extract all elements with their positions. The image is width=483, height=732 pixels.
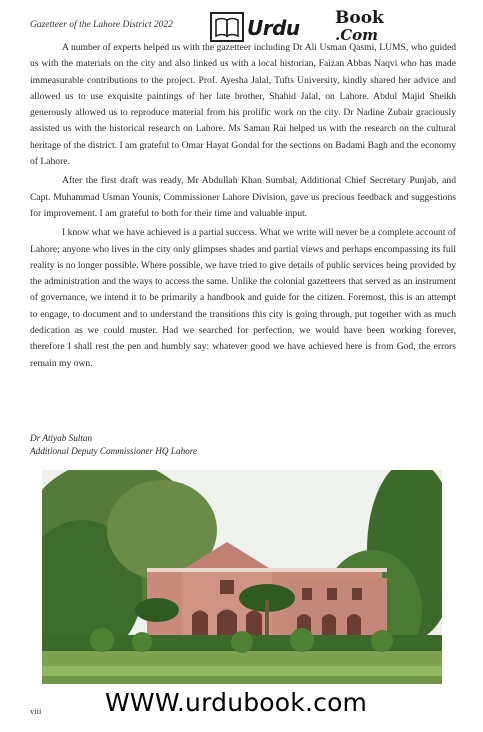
signature-block — [30, 432, 197, 458]
logo-text-urdu: Urdu — [247, 16, 300, 40]
logo-text-com: .Com — [335, 26, 379, 44]
page-number: viii — [30, 706, 42, 716]
running-header: Gazetteer of the Lahore District 2022 — [30, 20, 173, 30]
building-photo — [42, 470, 442, 684]
watermark-url[interactable]: WWW.urdubook.com — [105, 688, 368, 717]
body-text — [30, 40, 456, 375]
book-icon — [210, 12, 244, 42]
paragraph-first-draft: After the first draft was ready, Mr Abdullah Khan Sumbal, Additional Chief Secretary Punjab, and Capt. Muhammad Usman Younis, Commissioner Lahore Division, gave us precious feedback and suggestions for improvement. I am grateful to both for their time and valuable input. — [30, 175, 456, 219]
signature-name: Dr Atiyab Sultan — [30, 433, 93, 443]
paragraph-experts: A number of experts helped us with the gazetteer including Dr Ali Usman Qasmi, LUMS, who guided us with the materials on the city and also linked us with a local historian, Faizan Abbas Naqvi who has made immeasurable contributions to the project. Prof. Ayesha Jalal, Tufts University, kindly shared her advice and allowed us to use exquisite paintings of her late brother, Shahid Jalal, on Lahore. Abdul Majid Sheikh generously allowed us to reproduce material from his prolific work on the city. Dr Nadine Zubair graciously assisted us with the historical research on Lahore. Ms Saman Rai helped us with the research on the cultural heritage of the district. I am grateful to Omar Hayat Gondal for the sections on Badami Bagh and the economy of Lahore. — [30, 42, 456, 168]
paragraph-partial-success: I know what we have achieved is a partial success. What we write will never be a complete account of Lahore; anyone who lives in the city only glimpses shades and partial views and perhaps encompassing its full reality is no longer possible. Where possible, we have tried to give details of public services being provided by the administration and the ways to access the same. Unlike the colonial gazetteers that served as an instrument of governance, we intend it to be primarily a handbook and guide for the citizen. Foremost, this is an attempt to engage, to document and to understand the transitions this city is going through, put together with as much dedication as we could muster. Had we searched for perfection, we would have been working forever, therefore I shall rest the pen and humbly say: whatever good we have achieved here is from God, the errors remain my own. — [30, 227, 456, 369]
signature-title: Additional Deputy Commissioner HQ Lahore — [30, 446, 198, 456]
logo-text-book: Book — [335, 8, 384, 28]
